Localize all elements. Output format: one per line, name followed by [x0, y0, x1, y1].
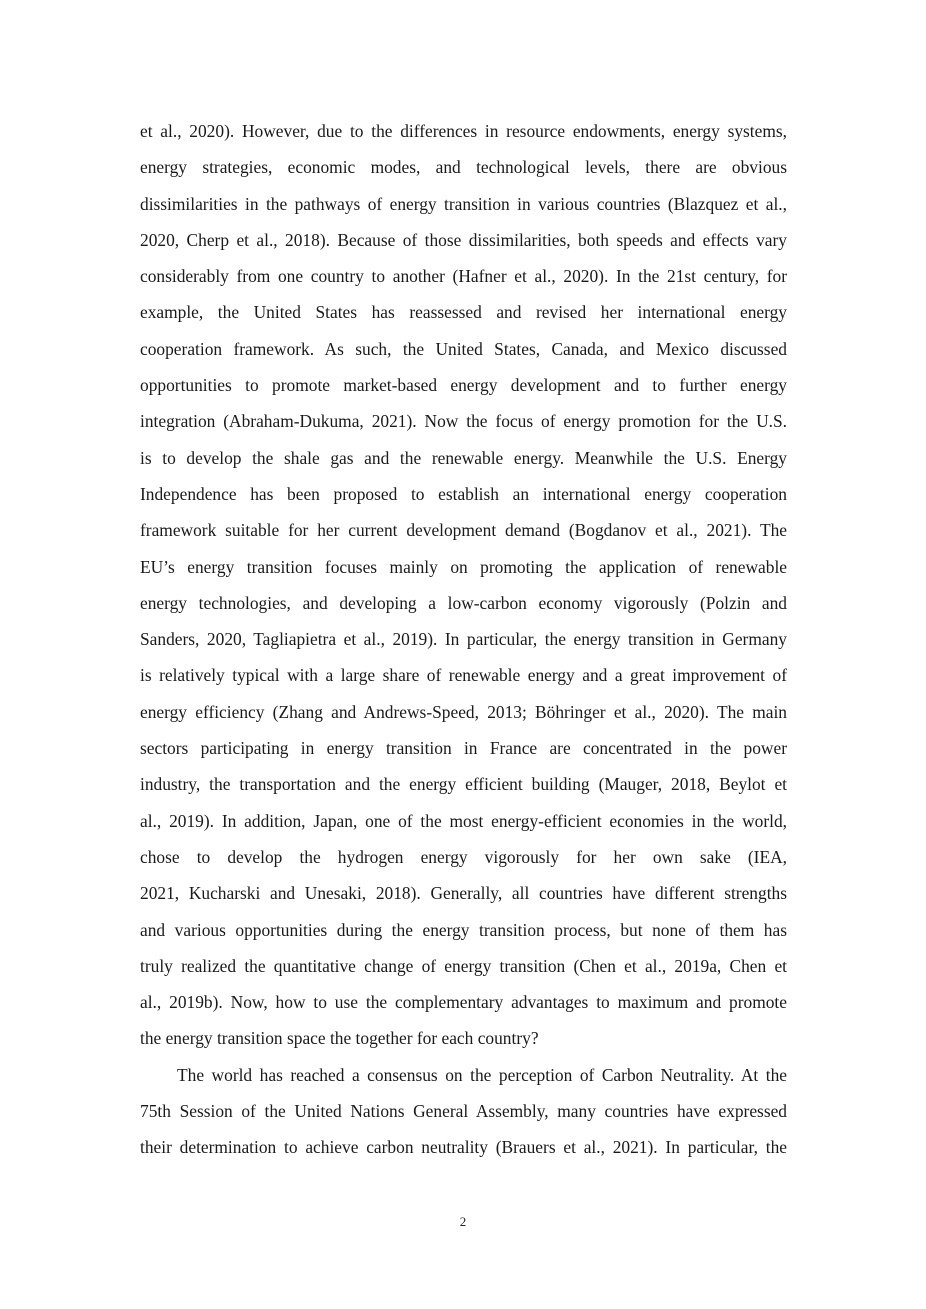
text-line: the energy transition space the together for each country?	[140, 1028, 539, 1049]
text-line: framework suitable for her current development demand (Bogdanov et al., 2021). The	[140, 520, 787, 541]
text-line: Sanders, 2020, Tagliapietra et al., 2019). In particular, the energy transition in Germany	[140, 629, 787, 650]
text-line: is to develop the shale gas and the renewable energy. Meanwhile the U.S. Energy	[140, 447, 787, 468]
text-line: example, the United States has reassessed and revised her international energy	[140, 302, 787, 323]
text-line: truly realized the quantitative change of energy transition (Chen et al., 2019a, Chen et	[140, 955, 787, 976]
text-line: energy efficiency (Zhang and Andrews-Speed, 2013; Böhringer et al., 2020). The main	[140, 701, 787, 722]
text-line: cooperation framework. As such, the United States, Canada, and Mexico discussed	[140, 338, 787, 359]
text-line: energy technologies, and developing a low-carbon economy vigorously (Polzin and	[140, 592, 787, 613]
text-line: energy strategies, economic modes, and technological levels, there are obvious	[140, 157, 787, 178]
text-line: EU’s energy transition focuses mainly on promoting the application of renewable	[140, 556, 787, 577]
page-number: 2	[459, 1214, 467, 1229]
text-line: integration (Abraham-Dukuma, 2021). Now the focus of energy promotion for the U.S.	[140, 411, 787, 432]
text-line: and various opportunities during the energy transition process, but none of them has	[140, 919, 787, 940]
text-line: chose to develop the hydrogen energy vigorously for her own sake (IEA,	[140, 846, 787, 867]
text-line: sectors participating in energy transition in France are concentrated in the power	[140, 738, 787, 759]
paragraph-1	[140, 117, 787, 1061]
text-line: their determination to achieve carbon neutrality (Brauers et al., 2021). In particular, the	[140, 1137, 787, 1158]
paragraph-2	[140, 1061, 787, 1170]
text-line: The world has reached a consensus on the perception of Carbon Neutrality. At the	[177, 1064, 787, 1085]
text-line: industry, the transportation and the energy efficient building (Mauger, 2018, Beylot et	[140, 774, 787, 795]
text-line: 75th Session of the United Nations General Assembly, many countries have expressed	[140, 1101, 787, 1122]
text-line: is relatively typical with a large share of renewable energy and a great improvement of	[140, 665, 787, 686]
body-text	[140, 117, 787, 1170]
text-line: al., 2019). In addition, Japan, one of the most energy-efficient economies in the world,	[140, 810, 787, 831]
text-line: opportunities to promote market-based energy development and to further energy	[140, 375, 787, 396]
text-line: et al., 2020). However, due to the differences in resource endowments, energy systems,	[140, 121, 787, 141]
text-line: 2020, Cherp et al., 2018). Because of those dissimilarities, both speeds and effects vary	[140, 229, 787, 250]
text-line: 2021, Kucharski and Unesaki, 2018). Generally, all countries have different strengths	[140, 883, 787, 904]
text-line: al., 2019b). Now, how to use the complementary advantages to maximum and promote	[140, 992, 787, 1013]
text-line: Independence has been proposed to establish an international energy cooperation	[140, 483, 787, 504]
text-line: dissimilarities in the pathways of energy transition in various countries (Blazquez et al.,	[140, 193, 787, 214]
text-line: considerably from one country to another (Hafner et al., 2020). In the 21st century, for	[140, 266, 787, 287]
